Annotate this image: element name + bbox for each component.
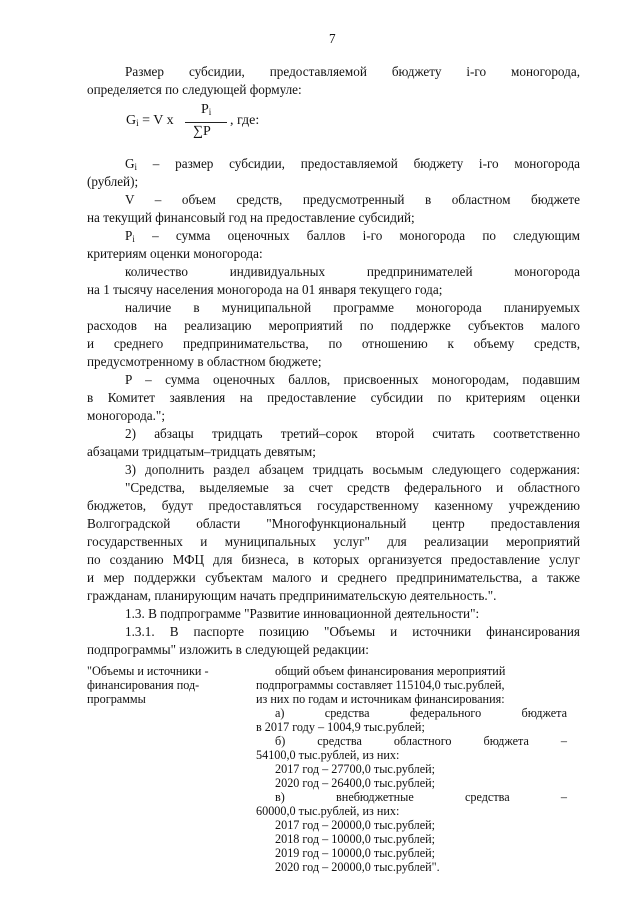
item-3: 3) дополнить раздел абзацем тридцать восьмым следующего содержания:: [125, 462, 580, 477]
definition-p-cont-2: моногорода.";: [87, 408, 165, 423]
table-right-line-13: 2018 год – 10000,0 тыс.рублей;: [275, 832, 436, 846]
paragraph-subsidy-size: Размер субсидии, предоставляемой бюджету i-го моногорода,: [125, 64, 580, 79]
definition-pi-cont: критериям оценки моногорода:: [87, 246, 263, 261]
item-2: 2) абзацы тридцать третий–сорок второй считать соответственно: [125, 426, 580, 441]
table-right-line-14: 2019 год – 10000,0 тыс.рублей;: [275, 846, 436, 860]
table-right-line-11: 60000,0 тыс.рублей, из них:: [256, 804, 400, 818]
table-right-line-6: б) средства областного бюджета –: [275, 734, 567, 748]
quote-line-4: государственных и муниципальных услуг" для реализации мероприятий: [87, 534, 580, 549]
definition-gi: $G_i$ – размер субсидии, предоставляемой бюджету i-го моногорода: [125, 156, 581, 172]
quote-line-3: Волгоградской области "Многофункциональный центр предоставления: [87, 516, 580, 531]
section-1-3: 1.3. В подпрограмме "Развитие инновационной деятельности":: [125, 606, 480, 621]
table-right-line-7: 54100,0 тыс.рублей, из них:: [256, 748, 400, 762]
table-right-line-8: 2017 год – 27700,0 тыс.рублей;: [275, 762, 436, 776]
table-right-line-9: 2020 год – 26400,0 тыс.рублей;: [275, 776, 436, 790]
table-right-line-5: в 2017 году – 1004,9 тыс.рублей;: [256, 720, 425, 734]
formula-denominator: ∑P: [193, 124, 211, 139]
item-2-cont: абзацами тридцатым–тридцать девятым;: [87, 444, 316, 459]
table-left-line-3: программы: [87, 692, 146, 706]
criterion-program-cont-2: и среднего предпринимательства, по отношению к объему средств,: [87, 336, 580, 351]
table-right-line-2: подпрограммы составляет 115104,0 тыс.рублей,: [256, 678, 505, 692]
section-1-3-1: 1.3.1. В паспорте позицию "Объемы и источники финансирования: [125, 624, 580, 639]
definition-pi: $P_i$ – сумма оценочных баллов i-го моногорода по следующим: [125, 228, 581, 244]
quote-line-6: и мер поддержки субъектам малого и среднего предпринимательства, а также: [87, 570, 580, 585]
table-left-line-1: "Объемы и источники -: [87, 664, 209, 678]
table-right-line-15: 2020 год – 20000,0 тыс.рублей".: [275, 860, 440, 874]
criterion-entrepreneurs-cont: на 1 тысячу населения моногорода на 01 января текущего года;: [87, 282, 443, 297]
table-left-line-2: финансирования под-: [87, 678, 200, 692]
definition-v: V – объем средств, предусмотренный в областном бюджете: [125, 192, 580, 207]
quote-line-1: "Средства, выделяемые за счет средств федерального и областного: [125, 480, 580, 495]
definition-p-cont-1: в Комитет заявления на предоставление субсидии по критериям оценки: [87, 390, 580, 405]
page-number: 7: [329, 31, 336, 46]
definition-v-cont: на текущий финансовый год на предоставление субсидий;: [87, 210, 415, 225]
quote-line-7: гражданам, планирующим начать предпринимательскую деятельность.".: [87, 588, 497, 603]
table-right-line-3: из них по годам и источникам финансирования:: [256, 692, 505, 706]
formula-where: , где:: [230, 113, 260, 128]
formula-lhs: $G_i = V$ x: [126, 113, 174, 128]
definition-gi-cont: (рублей);: [87, 174, 139, 189]
criterion-program-cont-3: предусмотренному в областном бюджете;: [87, 354, 322, 369]
criterion-program: наличие в муниципальной программе моногорода планируемых: [125, 300, 580, 315]
fraction-bar: [185, 122, 227, 123]
definition-p: P – сумма оценочных баллов, присвоенных моногородам, подавшим: [125, 372, 580, 387]
table-right-line-1: общий объем финансирования мероприятий: [275, 664, 506, 678]
quote-line-5: по созданию МФЦ для бизнеса, в которых организуется предоставление услуг: [87, 552, 580, 567]
paragraph-formula-intro: определяется по следующей формуле:: [87, 82, 302, 97]
criterion-entrepreneurs: количество индивидуальных предпринимателей моногорода: [125, 264, 580, 279]
formula-numerator: $P_i$: [201, 102, 212, 117]
table-right-line-10: в) внебюджетные средства –: [275, 790, 567, 804]
criterion-program-cont-1: расходов на реализацию мероприятий по поддержке субъектов малого: [87, 318, 580, 333]
quote-line-2: бюджетов, будут предоставляться государственному казенному учреждению: [87, 498, 580, 513]
section-1-3-1-cont: подпрограммы" изложить в следующей редакции:: [87, 642, 369, 657]
table-right-line-12: 2017 год – 20000,0 тыс.рублей;: [275, 818, 436, 832]
table-right-line-4: а) средства федерального бюджета: [275, 706, 567, 720]
